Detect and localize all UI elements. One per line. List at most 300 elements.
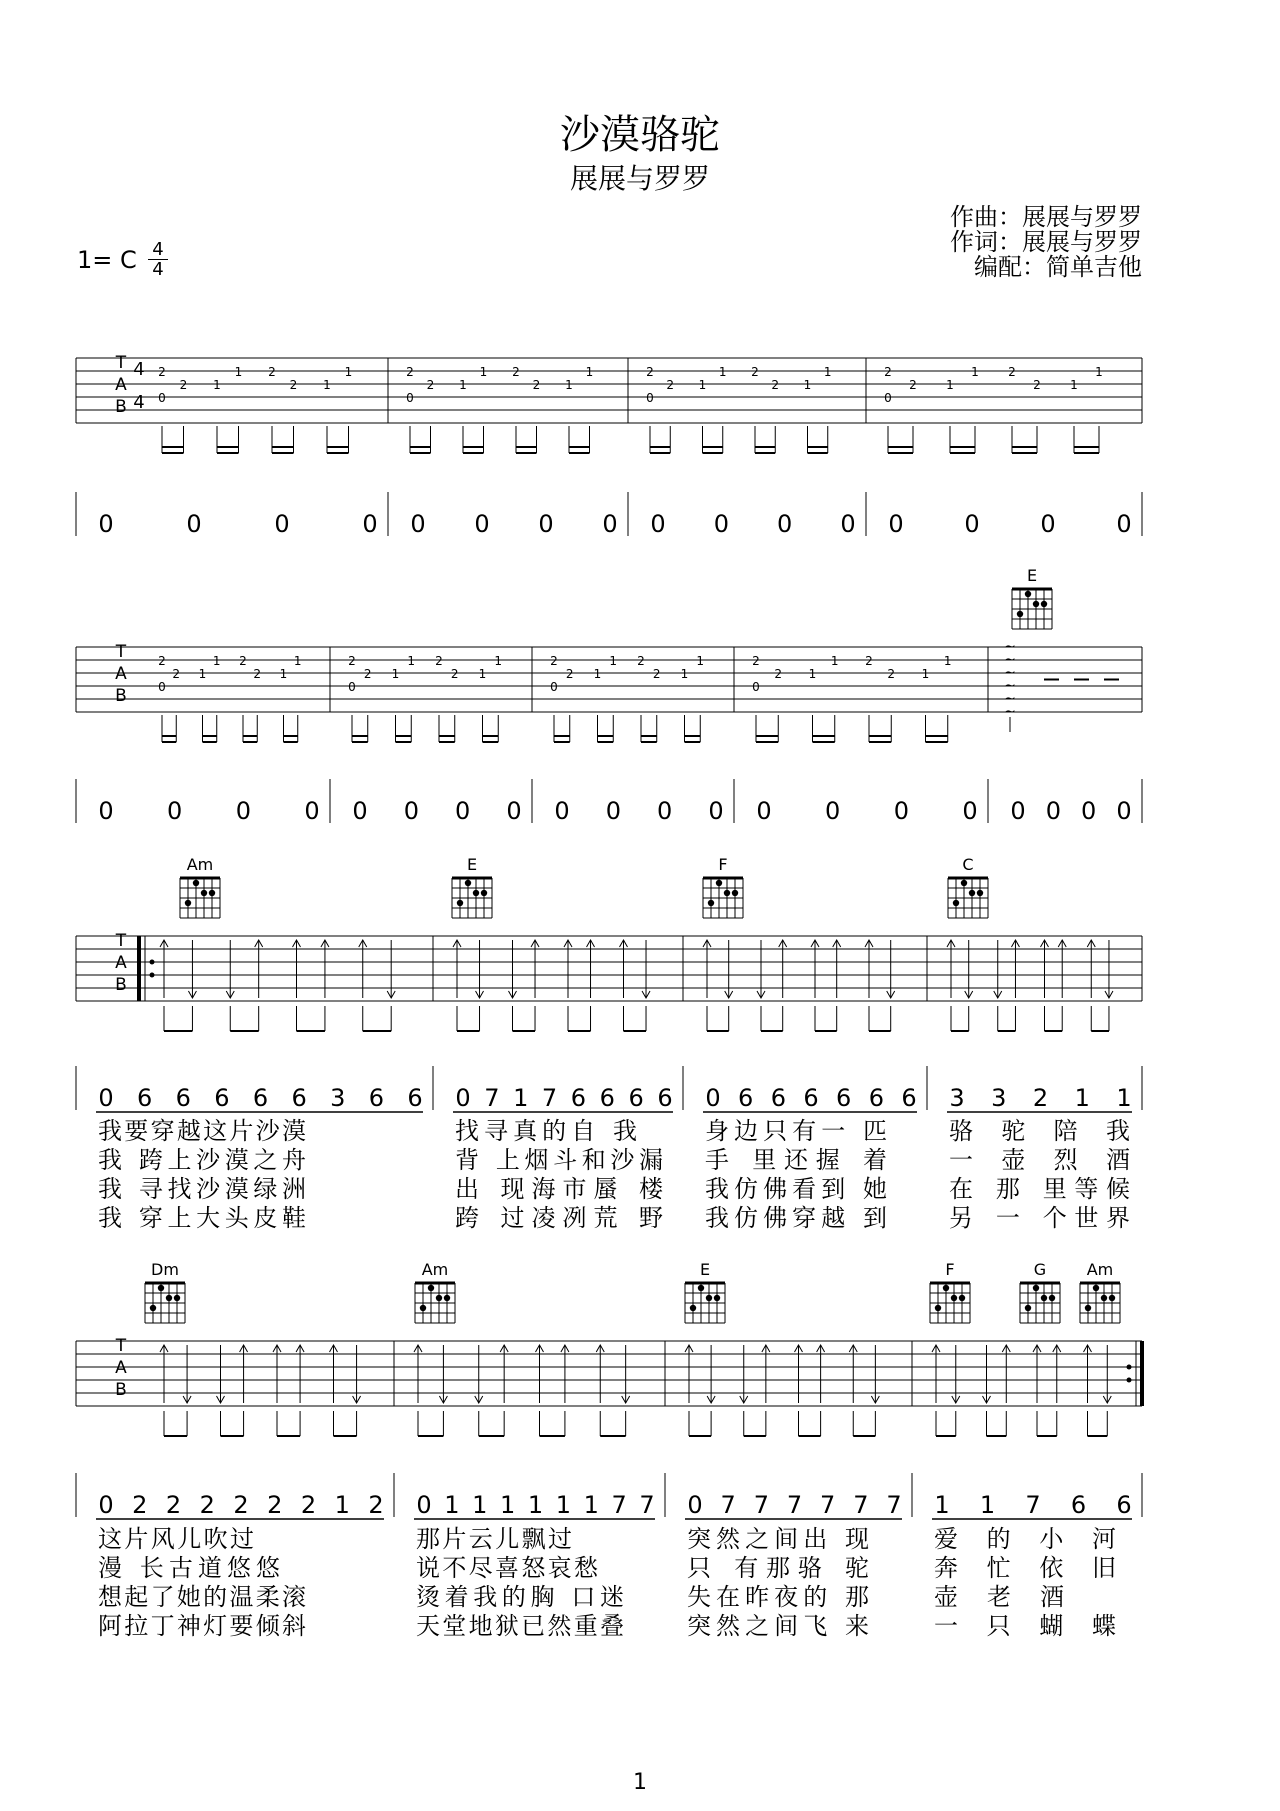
tab-fret-number: 2 — [253, 667, 262, 681]
tab-fret-number: 1 — [808, 667, 817, 681]
numbered-note: 0 — [474, 510, 490, 538]
tab-label-letter: B — [115, 686, 127, 706]
lyric-line: 阿拉丁神灯要倾斜 — [98, 1612, 306, 1640]
tab-fret-number: 2 — [348, 654, 356, 668]
chord-finger-dot — [436, 1295, 442, 1301]
numbered-note: 2 — [368, 1491, 384, 1519]
tab-fret-number: 1 — [593, 667, 602, 681]
tab-fret-number: 1 — [234, 365, 243, 379]
repeat-dot — [1127, 1378, 1132, 1383]
chord-name: E — [1026, 566, 1038, 585]
lyric-line: 我 寻找沙漠绿洲 — [98, 1175, 306, 1203]
numbered-note: 6 — [407, 1084, 423, 1112]
lyric-line: 我 穿上大头皮鞋 — [98, 1204, 306, 1232]
system-4 — [76, 1260, 1142, 1640]
tab-label-letter: A — [115, 1358, 127, 1378]
numbered-note: 0 — [538, 510, 554, 538]
numbered-note: 0 — [455, 797, 471, 825]
chord-diagram — [415, 1260, 455, 1323]
numbered-note: 0 — [1010, 797, 1026, 825]
numbered-note: 6 — [628, 1084, 644, 1112]
numbered-note: 6 — [1070, 1491, 1087, 1519]
tab-label-letter: A — [115, 375, 127, 395]
numbered-note: 0 — [416, 1491, 432, 1519]
numbered-note: 0 — [1081, 797, 1097, 825]
numbered-note: 0 — [362, 510, 378, 538]
numbered-note: 7 — [611, 1491, 627, 1519]
tab-fret-number: 1 — [459, 378, 467, 392]
chord-finger-dot — [1025, 1305, 1031, 1311]
tab-label-letter: B — [115, 975, 127, 995]
page-number: 1 — [633, 1770, 647, 1795]
chord-finger-dot — [943, 1285, 949, 1291]
lyric-line: 天堂地狱已然重叠 — [416, 1612, 624, 1640]
tab-fret-number: 1 — [943, 654, 952, 668]
numbered-note: 1 — [472, 1491, 488, 1519]
repeat-dot — [1127, 1365, 1132, 1370]
lyric-line: 这片风儿吹过 — [98, 1525, 254, 1553]
chord-diagram — [1012, 566, 1052, 629]
numbered-note: 7 — [639, 1491, 655, 1519]
tab-fret-number: 2 — [771, 378, 780, 392]
numbered-note: 2 — [165, 1491, 182, 1519]
system-2 — [76, 566, 1142, 825]
tab-label-letter: T — [115, 1336, 127, 1356]
lyric-line: 找寻真的自 我 — [455, 1117, 637, 1145]
arpeggio-wave: ~ — [1004, 678, 1016, 694]
tab-fret-number: 1 — [830, 654, 839, 668]
tab-fret-number: 2 — [887, 667, 896, 681]
numbered-note: 0 — [605, 797, 621, 825]
tab-fret-number: 1 — [718, 365, 727, 379]
lyric-line: 壶 老 酒 — [934, 1583, 1064, 1611]
tab-label-letter: B — [115, 1380, 127, 1400]
chord-finger-dot — [698, 1285, 704, 1291]
tab-fret-number: 2 — [172, 667, 181, 681]
tab-fret-number: 1 — [585, 365, 594, 379]
chord-finger-dot — [716, 880, 722, 886]
tab-label-letter: B — [115, 397, 127, 417]
chord-diagram — [180, 855, 220, 918]
tab-fret-number: 2 — [363, 667, 372, 681]
tab-fret-number: 1 — [946, 378, 954, 392]
tab-fret-number: 2 — [450, 667, 459, 681]
lyric-line: 想起了她的温柔滚 — [98, 1583, 306, 1611]
arpeggio-wave: ~ — [1004, 652, 1016, 668]
lyric-line: 另 一 个世界 — [949, 1204, 1130, 1232]
chord-finger-dot — [935, 1305, 941, 1311]
numbered-note: 3 — [991, 1084, 1007, 1112]
chord-finger-dot — [457, 900, 463, 906]
lyric-line: 骆 驼 陪 我 — [949, 1117, 1130, 1145]
tab-fret-number: 1 — [279, 667, 288, 681]
tab-fret-number: 2 — [512, 365, 520, 379]
tab-fret-number: 2 — [565, 667, 574, 681]
lyric-line: 一 只 蝴 蝶 — [934, 1612, 1116, 1640]
chord-diagram — [930, 1260, 970, 1323]
numbered-note: 0 — [777, 510, 793, 538]
numbered-note: 7 — [786, 1491, 803, 1519]
numbered-note: 0 — [964, 510, 980, 538]
chord-finger-dot — [1049, 1295, 1055, 1301]
system-3 — [76, 855, 1142, 1232]
numbered-note: 0 — [1116, 797, 1132, 825]
numbered-note: 6 — [599, 1084, 615, 1112]
numbered-note: 1 — [527, 1491, 544, 1519]
chord-finger-dot — [166, 1295, 172, 1301]
tab-fret-number: 1 — [1070, 378, 1078, 392]
tab-fret-number: 2 — [158, 654, 166, 668]
lyric-line: 我仿佛穿越 到 — [705, 1204, 887, 1232]
numbered-note: 0 — [893, 797, 909, 825]
numbered-note: 1 — [1074, 1084, 1090, 1112]
numbered-note: 2 — [132, 1491, 148, 1519]
numbered-note: 0 — [1045, 797, 1061, 825]
chord-finger-dot — [1025, 591, 1031, 597]
chord-finger-dot — [473, 890, 479, 896]
chord-finger-dot — [969, 890, 975, 896]
lyric-line: 身边只有一 匹 — [705, 1117, 887, 1145]
chord-finger-dot — [959, 1295, 965, 1301]
tab-fret-number: 1 — [213, 378, 221, 392]
tab-label-letter: A — [115, 953, 127, 973]
composer-credit: 作曲：展展与罗罗 — [950, 203, 1142, 231]
tab-fret-number: 0 — [752, 680, 760, 694]
chord-finger-dot — [1109, 1295, 1115, 1301]
chord-finger-dot — [420, 1305, 426, 1311]
tab-fret-number: 0 — [884, 391, 892, 405]
tab-fret-number: 2 — [1033, 378, 1041, 392]
chord-finger-dot — [690, 1305, 696, 1311]
numbered-note: 2 — [233, 1491, 249, 1519]
numbered-note: 7 — [720, 1491, 736, 1519]
numbered-note: 0 — [657, 797, 673, 825]
lyric-line: 我 跨上沙漠之舟 — [98, 1146, 306, 1174]
numbered-note: 0 — [235, 797, 251, 825]
chord-name: G — [1033, 1260, 1047, 1279]
numbered-note: 1 — [979, 1491, 996, 1519]
key-signature: 1= C — [77, 246, 137, 274]
tab-fret-number: 2 — [406, 365, 414, 379]
tab-fret-number: 1 — [1095, 365, 1103, 379]
chord-finger-dot — [174, 1295, 180, 1301]
numbered-note: 0 — [98, 1084, 114, 1112]
tab-fret-number: 1 — [696, 654, 705, 668]
numbered-note: 6 — [901, 1084, 917, 1112]
numbered-note: 1 — [513, 1084, 529, 1112]
numbered-note: 0 — [274, 510, 290, 538]
chord-finger-dot — [724, 890, 730, 896]
tab-fret-number: 2 — [666, 378, 675, 392]
numbered-note: 0 — [410, 510, 426, 538]
tab-fret-number: 1 — [391, 667, 400, 681]
time-signature-top: 4 — [152, 239, 164, 260]
arpeggio-wave: ~ — [1004, 691, 1016, 707]
chord-name: E — [466, 855, 478, 874]
numbered-note: 6 — [175, 1084, 191, 1112]
lyric-line: 背 上烟斗和沙漏 — [455, 1146, 663, 1174]
tab-fret-number: 2 — [289, 378, 298, 392]
chord-finger-dot — [465, 880, 471, 886]
arpeggio-wave: ~ — [1004, 639, 1016, 655]
chord-diagram — [1080, 1260, 1120, 1323]
numbered-note: 1 — [499, 1491, 516, 1519]
chord-finger-dot — [193, 880, 199, 886]
numbered-note: 0 — [167, 797, 183, 825]
tab-fret-number: 1 — [344, 365, 353, 379]
chord-finger-dot — [708, 900, 714, 906]
tab-fret-number: 2 — [751, 365, 759, 379]
chord-diagram — [1020, 1260, 1060, 1323]
numbered-note: 2 — [199, 1491, 215, 1519]
numbered-note: 7 — [541, 1084, 558, 1112]
tab-time-bottom: 4 — [133, 392, 145, 413]
lyric-line: 我仿佛看到 她 — [705, 1175, 887, 1203]
numbered-note: 6 — [770, 1084, 786, 1112]
tab-fret-number: 1 — [921, 667, 930, 681]
tab-fret-number: 2 — [774, 667, 783, 681]
chord-finger-dot — [1085, 1305, 1091, 1311]
numbered-note: 7 — [886, 1491, 902, 1519]
numbered-note: 0 — [840, 510, 856, 538]
numbered-note: 0 — [554, 797, 570, 825]
chord-name: Am — [1086, 1260, 1114, 1279]
numbered-note: 3 — [949, 1084, 965, 1112]
tab-fret-number: 1 — [478, 667, 487, 681]
lyric-line: 跨 过凌冽荒 野 — [455, 1204, 663, 1232]
chord-finger-dot — [481, 890, 487, 896]
tab-fret-number: 2 — [435, 654, 443, 668]
numbered-note: 2 — [1032, 1084, 1049, 1112]
numbered-note: 7 — [853, 1491, 869, 1519]
chord-finger-dot — [1041, 1295, 1047, 1301]
tab-fret-number: 1 — [198, 667, 207, 681]
numbered-note: 0 — [650, 510, 666, 538]
chord-finger-dot — [444, 1295, 450, 1301]
lyric-line: 烫着我的胸 口迷 — [416, 1583, 624, 1611]
tab-fret-number: 2 — [158, 365, 166, 379]
chord-finger-dot — [961, 880, 967, 886]
chord-finger-dot — [706, 1295, 712, 1301]
tab-fret-number: 2 — [752, 654, 760, 668]
numbered-note: 2 — [300, 1491, 317, 1519]
numbered-note: 7 — [753, 1491, 769, 1519]
song-title: 沙漠骆驼 — [560, 112, 720, 158]
tab-fret-number: 1 — [479, 365, 488, 379]
tab-fret-number: 0 — [348, 680, 356, 694]
numbered-note: 0 — [455, 1084, 471, 1112]
lyric-line: 那片云儿飘过 — [416, 1525, 572, 1553]
numbered-note: 6 — [836, 1084, 852, 1112]
numbered-note: 1 — [555, 1491, 572, 1519]
tab-fret-number: 1 — [698, 378, 707, 392]
tab-fret-number: 2 — [239, 654, 247, 668]
numbered-note: 6 — [738, 1084, 754, 1112]
tab-fret-number: 2 — [884, 365, 892, 379]
repeat-dot — [150, 960, 155, 965]
tab-fret-number: 2 — [550, 654, 558, 668]
lyric-line: 我要穿越这片沙漠 — [98, 1117, 306, 1145]
numbered-note: 6 — [252, 1084, 269, 1112]
chord-diagram — [948, 855, 988, 918]
chord-name: F — [718, 855, 728, 874]
chord-finger-dot — [1101, 1295, 1107, 1301]
numbered-note: 0 — [304, 797, 320, 825]
chord-name: Am — [186, 855, 214, 874]
chord-name: Dm — [151, 1260, 179, 1279]
numbered-note: 0 — [705, 1084, 721, 1112]
chord-finger-dot — [953, 900, 959, 906]
numbered-note: 2 — [267, 1491, 283, 1519]
tab-fret-number: 1 — [494, 654, 503, 668]
lyric-line: 说不尽喜怒哀愁 — [416, 1554, 598, 1582]
tab-fret-number: 0 — [158, 680, 166, 694]
tab-label-letter: T — [115, 642, 127, 662]
numbered-note: 6 — [136, 1084, 153, 1112]
tab-fret-number: 1 — [680, 667, 689, 681]
tab-fret-number: 2 — [268, 365, 276, 379]
numbered-note: 6 — [368, 1084, 385, 1112]
chord-finger-dot — [209, 890, 215, 896]
numbered-note: 0 — [756, 797, 772, 825]
tab-label-letter: T — [115, 353, 127, 373]
chord-finger-dot — [150, 1305, 156, 1311]
tab-label-letter: T — [115, 931, 127, 951]
tab-fret-number: 2 — [652, 667, 661, 681]
numbered-note: 0 — [602, 510, 618, 538]
tab-fret-number: 1 — [323, 378, 331, 392]
numbered-note: 6 — [868, 1084, 884, 1112]
numbered-note: 0 — [713, 510, 729, 538]
lyric-line: 奔 忙 依 旧 — [934, 1554, 1116, 1582]
numbered-note: 0 — [825, 797, 841, 825]
numbered-note: 3 — [330, 1084, 346, 1112]
numbered-note: 0 — [98, 797, 114, 825]
tab-fret-number: 2 — [179, 378, 188, 392]
lyric-line: 爱 的 小 河 — [934, 1525, 1116, 1553]
numbered-note: 7 — [1025, 1491, 1041, 1519]
numbered-note: 0 — [352, 797, 368, 825]
chord-name: C — [962, 855, 974, 874]
numbered-note: 1 — [583, 1491, 599, 1519]
lyric-line: 只 有那骆 驼 — [687, 1554, 869, 1582]
tab-fret-number: 1 — [971, 365, 979, 379]
tab-fret-number: 1 — [565, 378, 573, 392]
numbered-note: 0 — [186, 510, 202, 538]
tab-fret-number: 2 — [532, 378, 541, 392]
tab-fret-number: 1 — [803, 378, 812, 392]
chord-finger-dot — [714, 1295, 720, 1301]
chord-finger-dot — [185, 900, 191, 906]
numbered-note: 0 — [687, 1491, 703, 1519]
numbered-note: 0 — [403, 797, 419, 825]
lyric-line: 突然之间飞 来 — [687, 1612, 869, 1640]
numbered-note: 1 — [444, 1491, 460, 1519]
numbered-note: 7 — [484, 1084, 500, 1112]
chord-finger-dot — [1093, 1285, 1099, 1291]
repeat-dot — [150, 973, 155, 978]
lyric-line: 手 里还握 着 — [705, 1146, 887, 1174]
tab-fret-number: 2 — [865, 654, 873, 668]
numbered-note: 1 — [334, 1491, 350, 1519]
chord-name: E — [699, 1260, 711, 1279]
artist-name: 展展与罗罗 — [569, 162, 710, 195]
lyric-line: 一 壶 烈 酒 — [949, 1146, 1130, 1174]
tab-fret-number: 1 — [212, 654, 221, 668]
numbered-note: 0 — [708, 797, 724, 825]
numbered-note: 0 — [888, 510, 904, 538]
numbered-note: 6 — [803, 1084, 819, 1112]
lyric-line: 漫 长古道悠悠 — [98, 1554, 280, 1582]
chord-finger-dot — [428, 1285, 434, 1291]
tab-label-letter: A — [115, 664, 127, 684]
chord-finger-dot — [1033, 601, 1039, 607]
tab-fret-number: 0 — [406, 391, 414, 405]
chord-finger-dot — [732, 890, 738, 896]
chord-finger-dot — [977, 890, 983, 896]
numbered-note: 6 — [214, 1084, 230, 1112]
tab-fret-number: 0 — [646, 391, 654, 405]
chord-finger-dot — [201, 890, 207, 896]
time-signature-bottom: 4 — [148, 259, 168, 279]
lyric-line: 出 现海市蜃 楼 — [455, 1175, 663, 1203]
numbered-note: 0 — [98, 510, 114, 538]
tab-fret-number: 1 — [823, 365, 832, 379]
numbered-note: 1 — [1116, 1084, 1132, 1112]
tab-time-top: 4 — [133, 359, 145, 380]
numbered-note: 0 — [1040, 510, 1056, 538]
tab-fret-number: 1 — [407, 654, 416, 668]
tab-fret-number: 1 — [609, 654, 618, 668]
chord-finger-dot — [1041, 601, 1047, 607]
numbered-note: 6 — [570, 1084, 587, 1112]
tab-fret-number: 2 — [1008, 365, 1016, 379]
chord-diagram — [452, 855, 492, 918]
arpeggio-wave: ~ — [1004, 704, 1016, 720]
chord-name: F — [945, 1260, 955, 1279]
chord-diagram — [685, 1260, 725, 1323]
lyricist-credit: 作词：展展与罗罗 — [950, 228, 1142, 256]
arranger-credit: 编配：简单吉他 — [974, 253, 1142, 281]
numbered-note: 0 — [98, 1491, 114, 1519]
lyric-line: 在 那 里等候 — [949, 1175, 1130, 1203]
tab-fret-number: 2 — [646, 365, 654, 379]
numbered-note: 0 — [1116, 510, 1132, 538]
chord-diagram — [145, 1260, 185, 1323]
tab-fret-number: 0 — [550, 680, 558, 694]
numbered-note: 6 — [1116, 1491, 1132, 1519]
numbered-note: 0 — [962, 797, 978, 825]
system-1 — [76, 353, 1142, 538]
numbered-note: 7 — [820, 1491, 836, 1519]
numbered-note: 6 — [657, 1084, 673, 1112]
chord-finger-dot — [1017, 611, 1023, 617]
chord-finger-dot — [1033, 1285, 1039, 1291]
lyric-line: 失在昨夜的 那 — [687, 1583, 869, 1611]
chord-finger-dot — [158, 1285, 164, 1291]
numbered-note: 0 — [506, 797, 522, 825]
numbered-note: 6 — [291, 1084, 307, 1112]
chord-finger-dot — [951, 1295, 957, 1301]
tab-fret-number: 2 — [909, 378, 917, 392]
tab-fret-number: 0 — [158, 391, 166, 405]
arpeggio-wave: ~ — [1004, 665, 1016, 681]
chord-name: Am — [421, 1260, 449, 1279]
chord-diagram — [703, 855, 743, 918]
tab-fret-number: 1 — [293, 654, 302, 668]
numbered-note: 1 — [934, 1491, 950, 1519]
lyric-line: 突然之间出 现 — [687, 1525, 869, 1553]
